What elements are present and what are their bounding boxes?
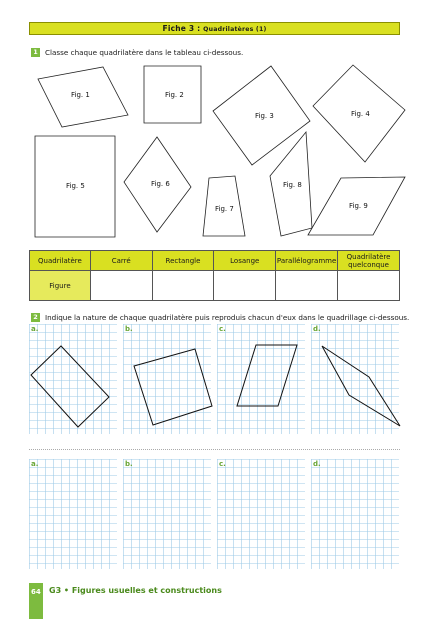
figure-4-label: Fig. 4 (351, 110, 370, 118)
header-losange: Losange (214, 251, 276, 271)
chapter-title: G3 • Figures usuelles et constructions (49, 586, 222, 595)
grid-bottom-b-label: b. (125, 460, 133, 468)
grid-bottom-a-lines (29, 459, 117, 569)
grid-bottom-b[interactable] (123, 459, 211, 569)
header-carre: Carré (90, 251, 152, 271)
figure-5-label: Fig. 5 (66, 182, 85, 190)
grid-bottom-d-label: d. (313, 460, 321, 468)
figure-7-label: Fig. 7 (215, 205, 234, 213)
grid-bottom-d[interactable] (311, 459, 399, 569)
exercise-2-text: Indique la nature de chaque quadrilatère puis reproduis chacun d'eux dans le quadrillage ci-dessous. (45, 313, 410, 322)
figure-8-label: Fig. 8 (283, 181, 302, 189)
header-quadrilatere: Quadrilatère (30, 251, 91, 271)
grid-shape-a (31, 346, 109, 427)
grid-bottom-a[interactable] (29, 459, 117, 569)
title-text: Quadrilatères (1) (203, 26, 267, 33)
grid-bottom-c-label: c. (219, 460, 226, 468)
page-number: 64 (31, 588, 41, 596)
grid-top-a-label: a. (31, 325, 39, 333)
grid-shape-d (322, 346, 400, 426)
figure-3-label: Fig. 3 (255, 112, 274, 120)
header-rectangle: Rectangle (152, 251, 214, 271)
grid-bottom-d-lines (311, 459, 399, 569)
row-label-figure: Figure (30, 271, 91, 301)
grid-bottom-c-lines (217, 459, 305, 569)
header-quelconque: Quadrilatère quelconque (338, 251, 400, 271)
figure-6-label: Fig. 6 (151, 180, 170, 188)
title-prefix: Fiche 3 : (162, 24, 204, 33)
grid-bottom-a-label: a. (31, 460, 39, 468)
grid-top-d-label: d. (313, 325, 321, 333)
exercise-2-number: 2 (31, 313, 40, 322)
grid-bottom-b-lines (123, 459, 211, 569)
exercise-1-number: 1 (31, 48, 40, 57)
grid-shape-c (237, 345, 297, 406)
grid-top-b-label: b. (125, 325, 133, 333)
figure-2-label: Fig. 2 (165, 91, 184, 99)
exercise-1-text: Classe chaque quadrilatère dans le tableau ci-dessous. (45, 48, 244, 57)
figure-1-label: Fig. 1 (71, 91, 90, 99)
header-parallelogramme: Parallélogramme (276, 251, 338, 271)
grid-shape-b (134, 349, 212, 425)
figure-9-label: Fig. 9 (349, 202, 368, 210)
grid-bottom-c[interactable] (217, 459, 305, 569)
grid-top-c-label: c. (219, 325, 226, 333)
section-separator (29, 449, 400, 450)
